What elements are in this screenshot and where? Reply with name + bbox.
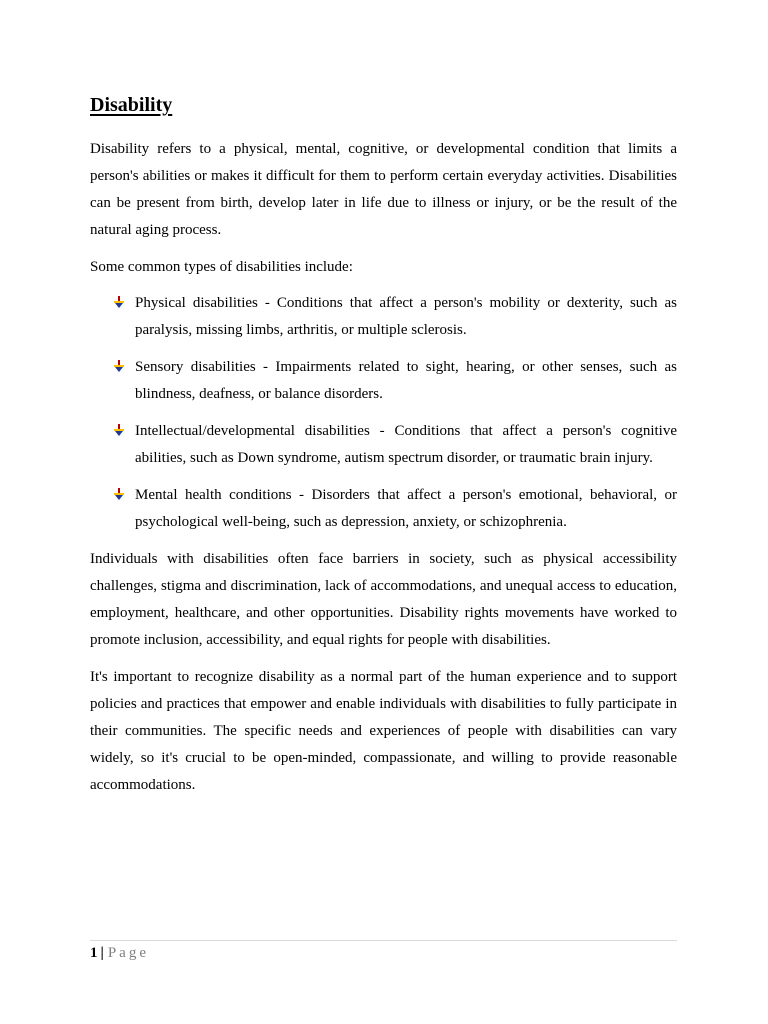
- arrow-down-bullet-icon: [112, 487, 126, 501]
- arrow-down-bullet-icon: [112, 423, 126, 437]
- list-item: [90, 354, 677, 408]
- paragraph-conclusion: It's important to recognize disability as a normal part of the human experience and to support policies and practices that empower and enable individuals with disabilities to fully participate in their communities. The specific needs and experiences of people with disabilities can vary widely, so it's crucial to be open-minded, compassionate, and willing to provide reasonable accommodations.: [90, 669, 677, 793]
- paragraph-intro: Disability refers to a physical, mental, cognitive, or developmental condition that limits a person's abilities or makes it difficult for them to perform certain everyday activities. Disabilities can be present from birth, develop later in life due to illness or injury, or be the result of the natural aging process.: [90, 141, 677, 238]
- document-title: Disability: [90, 94, 173, 116]
- disability-types-list: [90, 290, 677, 536]
- list-item-text: Sensory disabilities - Impairments related to sight, hearing, or other senses, such as blindness, deafness, or balance disorders.: [135, 359, 677, 402]
- list-item-text: Intellectual/developmental disabilities - Conditions that affect a person's cognitive abilities, such as Down syndrome, autism spectrum disorder, or traumatic brain injury.: [135, 423, 677, 466]
- list-item-text: Physical disabilities - Conditions that affect a person's mobility or dexterity, such as paralysis, missing limbs, arthritis, or multiple sclerosis.: [135, 295, 677, 338]
- list-item: [90, 418, 677, 472]
- list-item: [90, 290, 677, 344]
- arrow-down-bullet-icon: [112, 359, 126, 373]
- arrow-down-bullet-icon: [112, 295, 126, 309]
- footer-separator: |: [100, 945, 104, 961]
- list-intro: Some common types of disabilities include:: [90, 259, 353, 275]
- page-label: Page: [107, 945, 149, 961]
- document-body: [90, 90, 677, 809]
- page-number: 1: [90, 945, 98, 961]
- paragraph-barriers: Individuals with disabilities often face barriers in society, such as physical accessibility challenges, stigma and discrimination, lack of accommodations, and unequal access to education, employment, healthcare, and other opportunities. Disability rights movements have worked to promote inclusion, accessibility, and equal rights for people with disabilities.: [90, 551, 677, 648]
- list-item: [90, 482, 677, 536]
- page-footer: [90, 940, 677, 963]
- list-item-text: Mental health conditions - Disorders that affect a person's emotional, behavioral, or psychological well-being, such as depression, anxiety, or schizophrenia.: [135, 487, 677, 530]
